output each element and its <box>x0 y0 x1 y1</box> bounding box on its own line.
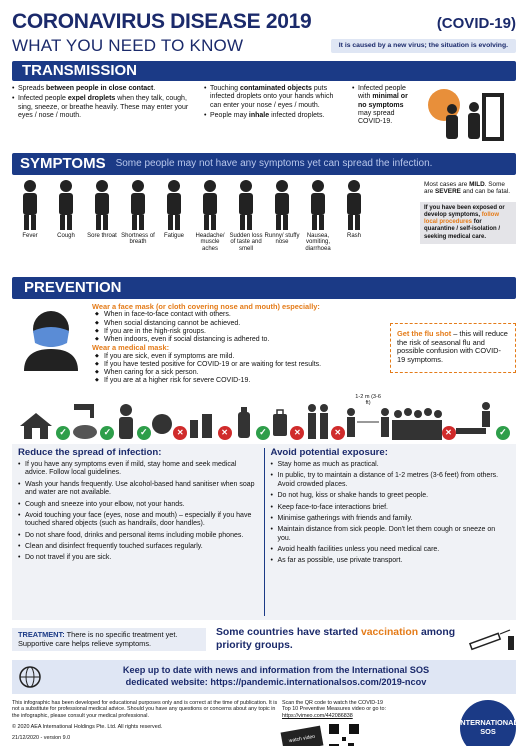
list-item: ◆ When caring for a sick person. <box>92 369 390 377</box>
cross-icon: ✕ <box>290 426 304 440</box>
reduce-list <box>18 461 258 563</box>
symptom-list <box>12 179 420 273</box>
symptom-person-icon <box>197 179 223 231</box>
flu-shot-box: Get the flu shot – this will reduce the risk of seasonal flu and possible confusion with COVID-19 symptoms. <box>390 323 516 373</box>
list-item: • Avoid health facilities unless you need medical care. <box>271 546 511 554</box>
symptom-person-icon <box>53 179 79 231</box>
person-sneeze-icon <box>422 87 512 147</box>
elbow-sneeze-icon <box>115 394 151 440</box>
check-icon: ✓ <box>100 426 114 440</box>
symptom-person-icon <box>269 179 295 231</box>
list-item: • Maintain distance from sick people. Don't let them cough or sneeze on you. <box>271 526 511 543</box>
qr-block: Scan the QR code to watch the COVID-19 Top 10 Preventive Measures video or go to: https://vimeo.com/442086838 watch video <box>282 700 392 746</box>
list-item: ◆ If you are sick, even if symptoms are mild. <box>92 353 390 361</box>
vaccination-note: Some countries have started vaccination among priority groups. <box>216 627 456 651</box>
disclaimer: This infographic has been developed for educational purposes only and is correct at the time of publication. It is not a substitute for professional medical advice. Should you have any questions or concerns about any topic in the infographic, please consult your medical professional. <box>12 699 278 720</box>
transmission-section <box>12 85 516 149</box>
update-banner <box>12 660 516 694</box>
cross-icon: ✕ <box>218 426 232 440</box>
symptoms-heading <box>12 153 516 175</box>
medical-mask-list <box>92 353 390 386</box>
transmission-point: • Spreads between people in close contact. <box>12 85 198 93</box>
list-item: • Do not hug, kiss or shake hands to greet people. <box>271 492 511 500</box>
symptom-item <box>192 179 228 273</box>
footer-legal <box>12 700 282 746</box>
check-icon: ✓ <box>56 426 70 440</box>
list-item: ◆ When social distancing cannot be achieved. <box>92 320 390 328</box>
exposure-note: If you have been exposed or develop symptoms, follow local procedures for quarantine / self-isolation / seeking medical care. <box>420 202 516 244</box>
transmission-heading: TRANSMISSION <box>12 61 516 81</box>
reduce-spread-column <box>12 444 264 620</box>
severity-note: Most cases are MILD. Some are SEVERE and can be fatal. <box>424 180 510 196</box>
check-icon: ✓ <box>496 426 510 440</box>
treatment-box: TREATMENT: There is no specific treatment yet. Supportive care helps relieve symptoms. <box>12 628 206 651</box>
distance-label: 1-2 m (3-6 ft) <box>355 393 382 407</box>
globe-icon <box>18 665 42 689</box>
avoid-list <box>271 461 511 566</box>
footer <box>12 700 516 746</box>
symptom-label: Rash <box>346 232 361 239</box>
no-crowd-icon <box>392 394 456 440</box>
version: 21/12/2020 - version 9.0 <box>12 734 71 741</box>
transmission-point: • Infected people expel droplets when they talk, cough, sing, sneeze, or breathe heavily. These may enter your eyes / nose / mouth. <box>12 95 198 120</box>
subtitle-row <box>12 36 516 56</box>
symptom-person-icon <box>305 179 331 231</box>
check-icon: ✓ <box>137 426 151 440</box>
symptom-item <box>156 179 192 273</box>
list-item: • Keep face-to-face interactions brief. <box>271 504 511 512</box>
no-face-touch-icon <box>151 394 187 440</box>
symptom-item <box>48 179 84 273</box>
symptom-label: Runny/ stuffy nose <box>264 232 300 246</box>
list-item: ◆ When in face-to-face contact with others. <box>92 311 390 319</box>
symptom-person-icon <box>233 179 259 231</box>
transmission-point: • Infected people with minimal or no symptoms may spread COVID-19. <box>352 85 418 127</box>
prevention-section <box>12 303 516 386</box>
title-row <box>12 10 516 35</box>
symptom-label: Shortness of breath <box>121 232 155 246</box>
symptom-item <box>120 179 156 273</box>
prevention-icons <box>12 390 516 440</box>
check-icon: ✓ <box>256 426 270 440</box>
guidance-lists <box>12 444 516 620</box>
symptom-item <box>264 179 300 273</box>
update-text: Keep up to date with news and information from the International SOS dedicated website: https://pandemic.internationalsos.com/2019-ncov <box>42 665 510 688</box>
symptoms-subtitle: Some people may not have any symptoms yet can spread the infection. <box>115 157 433 169</box>
list-item: • Avoid touching your face (eyes, nose and mouth) – especially if you have touched shared objects (such as handrails, door handles). <box>18 512 258 529</box>
symptom-label: Headache/ muscle aches <box>195 232 225 252</box>
mask-guidance <box>92 303 390 386</box>
transmission-col-3 <box>346 85 418 149</box>
list-item: • If you have any symptoms even if mild, stay home and seek medical advice. Follow local guidelines. <box>18 461 258 478</box>
list-item: • Cough and sneeze into your elbow, not your hands. <box>18 501 258 509</box>
symptom-label: Fever <box>22 232 38 239</box>
page-title: CORONAVIRUS DISEASE 2019 <box>12 10 312 33</box>
list-item: • Do not share food, drinks and personal items including mobile phones. <box>18 532 258 540</box>
page-subtitle: WHAT YOU NEED TO KNOW <box>12 35 244 55</box>
watch-video-icon[interactable]: watch video <box>281 726 324 746</box>
cause-banner: It is caused by a new virus; the situation is evolving. <box>331 39 516 53</box>
symptom-label: Cough <box>57 232 75 239</box>
transmission-point: • Touching contaminated objects puts infected droplets onto your hands which can enter your nose / eyes / mouth. <box>204 85 346 110</box>
disinfect-icon <box>232 394 270 440</box>
cross-icon: ✕ <box>331 426 345 440</box>
symptom-person-icon <box>341 179 367 231</box>
spread-illustration <box>418 85 516 149</box>
list-item: • In public, try to maintain a distance of 1-2 metres (3-6 feet) from others. Avoid crowded places. <box>271 472 511 489</box>
symptom-item <box>12 179 48 273</box>
website-link[interactable]: dedicated website: https://pandemic.internationalsos.com/2019-ncov <box>125 676 427 687</box>
cross-icon: ✕ <box>442 426 456 440</box>
symptom-person-icon <box>17 179 43 231</box>
symptom-label: Fatigue <box>163 232 184 239</box>
face-mask-heading: Wear a face mask (or cloth covering nose and mouth) especially: <box>92 301 320 311</box>
transmission-col-2 <box>198 85 346 149</box>
prevention-heading: PREVENTION <box>12 277 516 299</box>
mask-illustration <box>12 303 92 386</box>
avoid-exposure-column <box>265 444 517 620</box>
international-sos-logo: INTERNATIONAL SOS <box>460 700 516 746</box>
list-item: ◆ If you have tested positive for COVID-19 or are waiting for test results. <box>92 361 390 369</box>
no-travel-icon <box>270 394 304 440</box>
copyright: © 2020 AEA International Holdings Pte. Ltd. All rights reserved. <box>12 723 163 730</box>
qr-code-icon[interactable] <box>328 723 360 746</box>
symptom-item <box>300 179 336 273</box>
symptom-label: Nausea, vomiting, diarrhoea <box>305 232 331 252</box>
treatment-row <box>12 625 516 655</box>
transmission-col-1 <box>12 85 198 149</box>
symptom-label: Sore throat <box>87 232 117 239</box>
list-item: • Do not travel if you are sick. <box>18 554 258 562</box>
list-item: • Clean and disinfect frequently touched surfaces regularly. <box>18 543 258 551</box>
avoid-heading: Avoid potential exposure: <box>270 446 388 458</box>
no-sharing-icon <box>188 394 232 440</box>
face-mask-list <box>92 311 390 344</box>
video-link[interactable]: https://vimeo.com/442086838 <box>282 713 353 720</box>
symptom-label: Sudden loss of taste and smell <box>229 232 263 252</box>
symptom-person-icon <box>89 179 115 231</box>
list-item: ◆ If you are in the high-risk groups. <box>92 328 390 336</box>
symptom-notes <box>420 179 516 273</box>
symptom-person-icon <box>125 179 151 231</box>
symptom-item <box>228 179 264 273</box>
list-item: • Stay home as much as practical. <box>271 461 511 469</box>
cross-icon: ✕ <box>173 426 187 440</box>
reduce-heading: Reduce the spread of infection: <box>18 446 162 458</box>
face-mask-icon <box>18 303 84 371</box>
transmission-point: • People may inhale infected droplets. <box>204 112 346 120</box>
hand-wash-icon <box>70 394 114 440</box>
stay-home-icon <box>18 394 70 440</box>
symptom-item <box>84 179 120 273</box>
avoid-sick-icon <box>456 394 510 440</box>
list-item: • Minimise gatherings with friends and family. <box>271 515 511 523</box>
medical-mask-heading: Wear a medical mask: <box>92 343 170 353</box>
list-item: ◆ When indoors, even if social distancing is adhered to. <box>92 336 390 344</box>
symptoms-title: SYMPTOMS <box>20 154 106 172</box>
symptom-person-icon <box>161 179 187 231</box>
page-title-paren: (COVID-19) <box>436 15 516 32</box>
logo-area <box>392 700 516 746</box>
syringe-icon <box>466 626 516 654</box>
distance-icon <box>345 394 391 440</box>
no-handshake-icon <box>305 394 345 440</box>
list-item: • Wash your hands frequently. Use alcohol-based hand sanitiser when soap and water are not available. <box>18 481 258 498</box>
list-item: • As far as possible, use private transport. <box>271 557 511 565</box>
list-item: ◆ If you are at a higher risk for severe COVID-19. <box>92 377 390 385</box>
symptoms-section <box>12 179 516 273</box>
symptom-item <box>336 179 372 273</box>
